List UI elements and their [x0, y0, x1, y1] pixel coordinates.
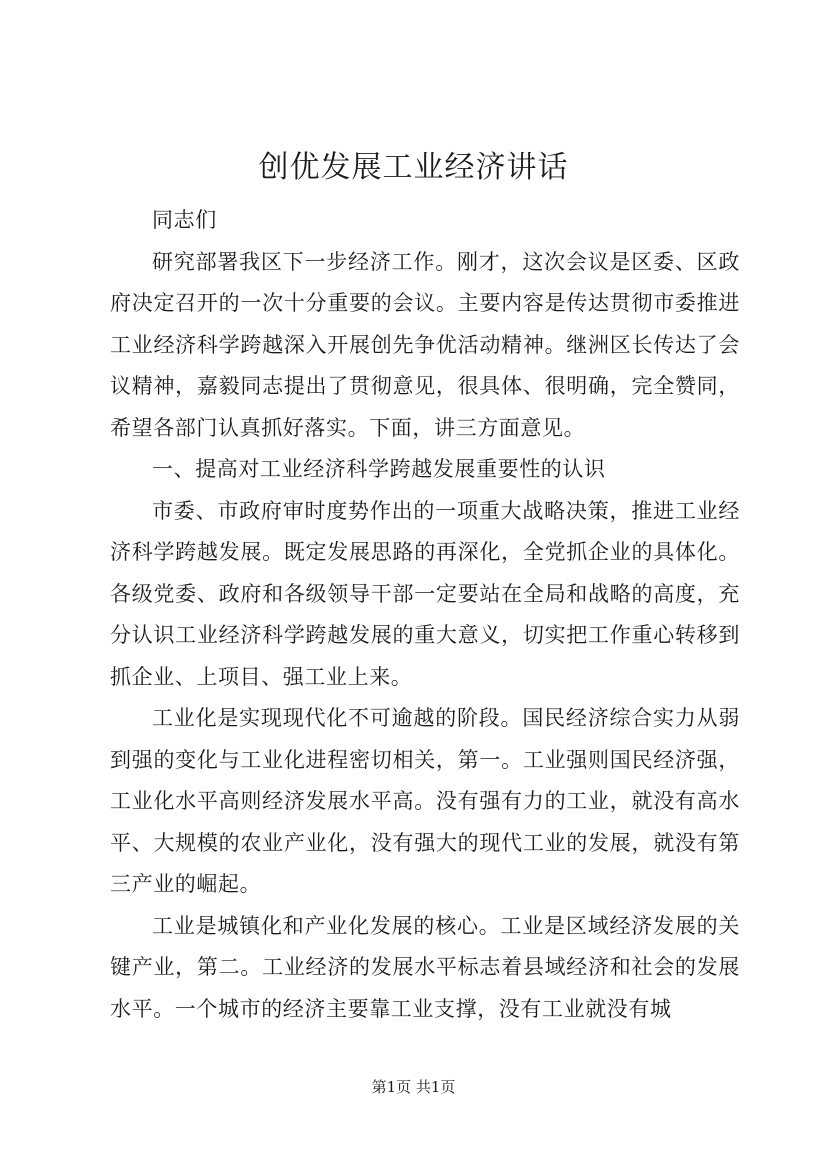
- body-paragraph: 研究部署我区下一步经济工作。刚才，这次会议是区委、区政府决定召开的一次十分重要的会议。主要内容是传达贯彻市委推进工业经济科学跨越深入开展创先争优活动精神。继洲区长传达了会议精神，嘉毅同志提出了贯彻意见，很具体、很明确，完全赞同，希望各部门认真抓好落实。下面，讲三方面意见。: [110, 249, 740, 440]
- document-title: 创优发展工业经济讲话: [258, 150, 569, 185]
- page-number-footer: 第1页 共1页: [371, 1078, 456, 1096]
- body-paragraph: 工业化是实现现代化不可逾越的阶段。国民经济综合实力从弱到强的变化与工业化进程密切相关，第一。工业强则国民经济强，工业化水平高则经济发展水平高。没有强有力的工业，就没有高水平、大规模的农业产业化，没有强大的现代工业的发展，就没有第三产业的崛起。: [110, 706, 740, 896]
- section-heading: 一、提高对工业经济科学跨越发展重要性的认识: [152, 457, 606, 481]
- document-body: [110, 200, 740, 1030]
- salutation-paragraph: 同志们: [152, 208, 217, 232]
- body-paragraph: 工业是城镇化和产业化发展的核心。工业是区域经济发展的关键产业，第二。工业经济的发展水平标志着县域经济和社会的发展水平。一个城市的经济主要靠工业支撑，没有工业就没有城: [110, 913, 740, 1021]
- body-paragraph: 市委、市政府审时度势作出的一项重大战略决策，推进工业经济科学跨越发展。既定发展思路的再深化，全党抓企业的具体化。各级党委、政府和各级领导干部一定要站在全局和战略的高度，充分认识工业经济科学跨越发展的重大意义，切实把工作重心转移到抓企业、上项目、强工业上来。: [110, 498, 740, 689]
